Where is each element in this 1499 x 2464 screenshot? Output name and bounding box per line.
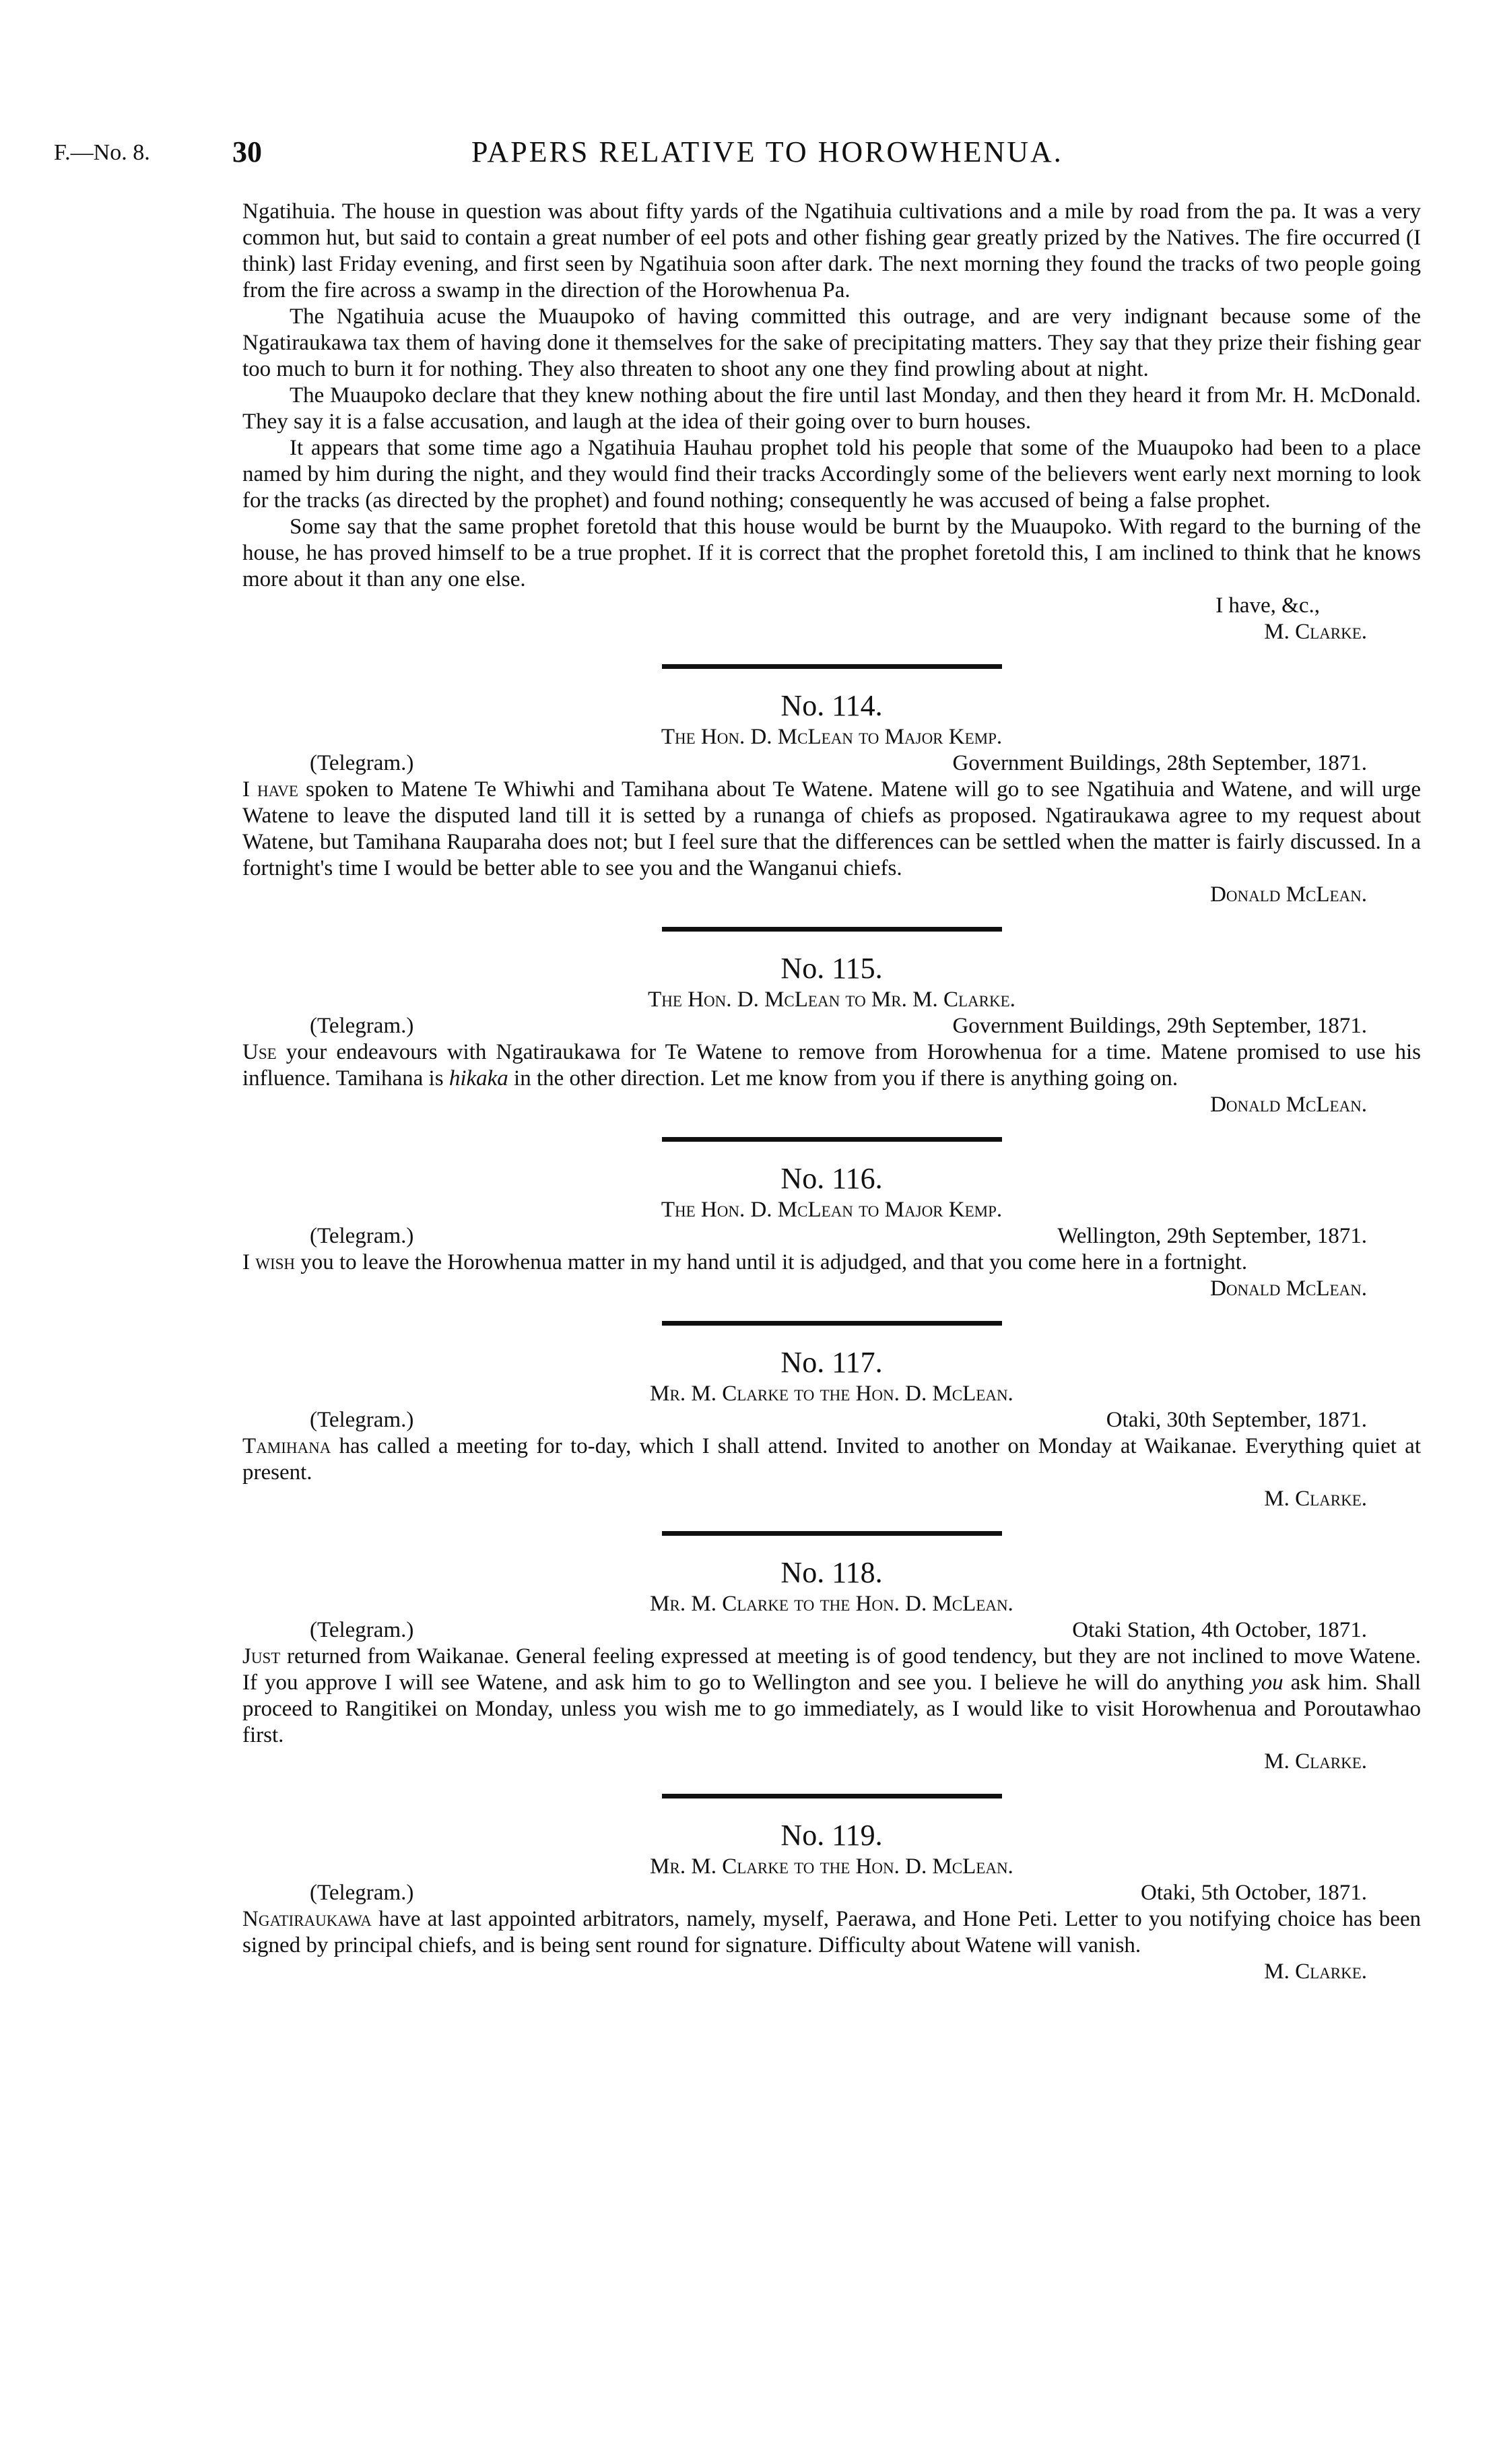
italic-word: you	[1251, 1671, 1284, 1695]
document-number: No. 116.	[780, 1162, 883, 1195]
telegram-body	[242, 1433, 1421, 1486]
document-number: No. 114.	[780, 689, 883, 722]
telegram-meta	[242, 1013, 1421, 1039]
correspondents: Mr. M. Clarke to the Hon. D. McLean.	[650, 1382, 1013, 1406]
signature: Donald McLean.	[1210, 882, 1367, 907]
place-date: Otaki Station, 4th October, 1871.	[1072, 1618, 1367, 1642]
document-no-118	[242, 1556, 1421, 1775]
telegram-label: (Telegram.)	[310, 1014, 414, 1038]
body-text: your endeavours with Ngatiraukawa for Te Watene to remove from Horowhenua for a time. Matene promised to use his influence. Tamihana is	[242, 1040, 1421, 1091]
body-text: in the other direction. Let me know from you if there is anything going on.	[508, 1066, 1178, 1091]
document-reference: F.—No. 8.	[54, 140, 150, 165]
section-divider	[662, 1531, 1002, 1536]
document-no-119	[242, 1819, 1421, 1985]
correspondents: The Hon. D. McLean to Major Kemp.	[661, 725, 1003, 749]
italic-word: hikaka	[448, 1066, 508, 1091]
section-divider	[662, 1794, 1002, 1798]
document-no-115	[242, 952, 1421, 1118]
page-number: 30	[232, 135, 262, 168]
letter-continuation	[242, 199, 1421, 645]
telegram-meta	[242, 1407, 1421, 1433]
signature: M. Clarke.	[1264, 1487, 1367, 1511]
lead-words: Just	[242, 1644, 281, 1668]
telegram-meta	[242, 750, 1421, 777]
section-divider	[662, 664, 1002, 669]
paragraph: The Ngatihuia acuse the Muaupoko of having committed this outrage, and are very indignant because some of the Ngatiraukawa tax them of having done it themselves for the sake of precipitating matters. They say that they prize their fishing gear too much to burn it for nothing. They also threaten to shoot any one they find prowling about at night.	[242, 304, 1421, 381]
body-text: has called a meeting for to-day, which I shall attend. Invited to another on Monday at Waikanae. Everything quiet at present.	[242, 1434, 1421, 1485]
telegram-body	[242, 777, 1421, 882]
place-date: Government Buildings, 28th September, 1871.	[952, 751, 1367, 775]
document-number: No. 117.	[780, 1346, 883, 1379]
telegram-meta	[242, 1880, 1421, 1906]
signature: M. Clarke.	[1264, 1749, 1367, 1774]
telegram-body	[242, 1644, 1421, 1749]
lead-words: Tamihana	[242, 1434, 331, 1458]
signature: Donald McLean.	[1210, 1093, 1367, 1117]
body-text: returned from Waikanae. General feeling expressed at meeting is of good tendency, but they are not inclined to move Watene. If you approve I will see Watene, and ask him to go to Wellington and see you. I believe he will do anything	[242, 1644, 1421, 1695]
place-date: Wellington, 29th September, 1871.	[1057, 1224, 1367, 1248]
telegram-body	[242, 1906, 1421, 1959]
correspondents: Mr. M. Clarke to the Hon. D. McLean.	[650, 1854, 1013, 1879]
place-date: Otaki, 5th October, 1871.	[1141, 1881, 1367, 1905]
telegram-label: (Telegram.)	[310, 751, 414, 775]
lead-words: I wish	[242, 1250, 296, 1274]
correspondents: Mr. M. Clarke to the Hon. D. McLean.	[650, 1592, 1013, 1616]
page-content	[242, 199, 1421, 1985]
telegram-meta	[242, 1617, 1421, 1644]
place-date: Otaki, 30th September, 1871.	[1106, 1408, 1367, 1432]
telegram-label: (Telegram.)	[310, 1618, 414, 1642]
paragraph: Ngatihuia. The house in question was about fifty yards of the Ngatihuia cultivations and a mile by road from the pa. It was a very common hut, but said to contain a great number of eel pots and other fishing gear greatly prized by the Natives. The fire occurred (I think) last Friday evening, and first seen by Ngatihuia soon after dark. The next morning they found the tracks of two people going from the fire across a swamp in the direction of the Horowhenua Pa.	[242, 199, 1421, 302]
document-no-114	[242, 689, 1421, 908]
section-divider	[662, 1321, 1002, 1326]
correspondents: The Hon. D. McLean to Major Kemp.	[661, 1198, 1003, 1222]
running-title: PAPERS RELATIVE TO HOROWHENUA.	[471, 135, 1063, 168]
document-number: No. 115.	[780, 952, 883, 985]
document-number: No. 119.	[780, 1819, 883, 1852]
body-text: spoken to Matene Te Whiwhi and Tamihana about Te Watene. Matene will go to see Ngatihuia and Watene, and will urge Watene to leave the disputed land till it is setted by a runanga of chiefs as proposed. Ngatiraukawa agree to my request about Watene, but Tamihana Rauparaha does not; but I feel sure that the differences can be settled when the matter is fairly discussed. In a fortnight's time I would be better able to see you and the Wanganui chiefs.	[242, 777, 1421, 880]
lead-words: I have	[242, 777, 298, 802]
closing-greeting: I have, &c.,	[1215, 593, 1320, 618]
signature: M. Clarke.	[1264, 1959, 1367, 1984]
body-text: have at last appointed arbitrators, namely, myself, Paerawa, and Hone Peti. Letter to you notifying choice has been signed by principal chiefs, and is being sent round for signature. Difficulty about Watene will vanish.	[242, 1907, 1421, 1957]
telegram-label: (Telegram.)	[310, 1881, 414, 1905]
place-date: Government Buildings, 29th September, 1871.	[952, 1014, 1367, 1038]
document-no-116	[242, 1162, 1421, 1302]
document-no-117	[242, 1346, 1421, 1512]
telegram-label: (Telegram.)	[310, 1224, 414, 1248]
lead-words: Ngatiraukawa	[242, 1907, 372, 1931]
page-header	[0, 135, 1499, 175]
body-text: you to leave the Horowhenua matter in my hand until it is adjudged, and that you come here in a fortnight.	[295, 1250, 1248, 1274]
paragraph: The Muaupoko declare that they knew nothing about the fire until last Monday, and then they heard it from Mr. H. McDonald. They say it is a false accusation, and laugh at the idea of their going over to burn houses.	[242, 383, 1421, 434]
signature: M. Clarke.	[1264, 620, 1367, 644]
correspondents: The Hon. D. McLean to Mr. M. Clarke.	[648, 987, 1015, 1012]
document-number: No. 118.	[780, 1556, 883, 1589]
telegram-body	[242, 1250, 1421, 1276]
telegram-meta	[242, 1223, 1421, 1250]
paragraph: Some say that the same prophet foretold that this house would be burnt by the Muaupoko. With regard to the burning of the house, he has proved himself to be a true prophet. If it is correct that the prophet foretold this, I am inclined to think that he knows more about it than any one else.	[242, 515, 1421, 591]
signature: Donald McLean.	[1210, 1276, 1367, 1301]
body-text: ask him. Shall proceed to Rangitikei on Monday, unless you wish me to go immediately, as I would like to visit Horowhenua and Poroutawhao first.	[242, 1671, 1421, 1747]
paragraph: It appears that some time ago a Ngatihuia Hauhau prophet told his people that some of the Muaupoko had been to a place named by him during the night, and they would find their tracks Accordingly some of the believers went early next morning to look for the tracks (as directed by the prophet) and found nothing; consequently he was accused of being a false prophet.	[242, 436, 1421, 513]
section-divider	[662, 927, 1002, 932]
telegram-label: (Telegram.)	[310, 1408, 414, 1432]
section-divider	[662, 1137, 1002, 1142]
telegram-body	[242, 1039, 1421, 1092]
lead-words: Use	[242, 1040, 277, 1064]
